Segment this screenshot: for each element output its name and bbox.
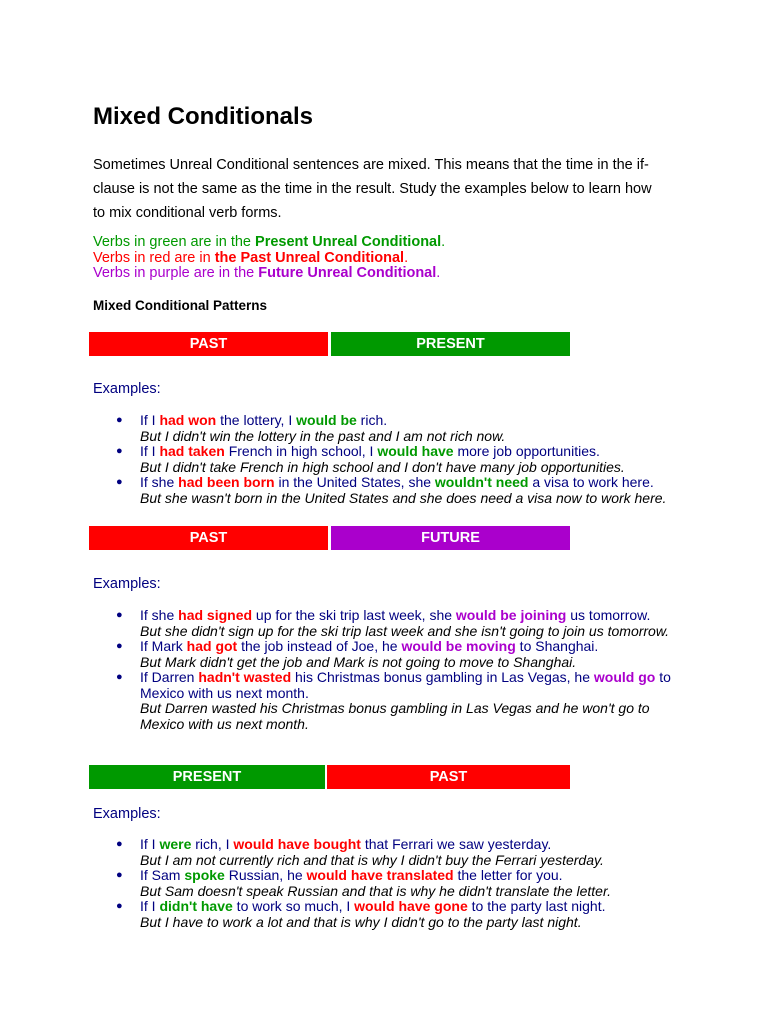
bullet-icon: ● (116, 640, 123, 652)
sentence-text: the letter for you. (453, 867, 563, 883)
example-sentence (140, 443, 600, 459)
sentence-text: to the party last night. (467, 898, 606, 914)
example-explanation: But Sam doesn't speak Russian and that is why he didn't translate the letter. (140, 882, 611, 899)
example-explanation: But I didn't win the lottery in the past and I am not rich now. (140, 427, 506, 444)
legend-red-pre: Verbs in red are in (93, 249, 215, 266)
legend-green-strong: Present Unreal Conditional (255, 234, 442, 250)
pattern-bar-present-past (89, 765, 570, 789)
verb-phrase: spoke (184, 867, 225, 883)
sentence-text: the lottery, I (216, 412, 297, 428)
examples-label: Examples: (93, 381, 161, 397)
verb-phrase: would be moving (401, 638, 516, 654)
verb-phrase: would have (377, 443, 454, 459)
verb-phrase: wouldn't need (434, 474, 529, 490)
sentence-text: Russian, he (224, 867, 307, 883)
verb-phrase: would have translated (306, 867, 454, 883)
example-sentence (140, 669, 671, 701)
example-explanation: But Darren wasted his Christmas bonus gambling in Las Vegas and he won't go to Mexico with us next month. (140, 700, 650, 732)
example-item (93, 837, 693, 868)
legend-green (93, 235, 445, 251)
legend-purple-strong: Future Unreal Conditional (258, 265, 437, 281)
examples-list (93, 413, 693, 506)
example-item (93, 413, 693, 444)
example-sentence (140, 836, 551, 852)
legend-red-strong: the Past Unreal Conditional (214, 249, 405, 266)
color-legend (93, 235, 445, 282)
sentence-text: rich, I (191, 836, 234, 852)
pattern-bar-past-present (89, 332, 570, 356)
example-sentence (140, 898, 606, 914)
verb-phrase: would be (296, 412, 357, 428)
examples-label: Examples: (93, 576, 161, 592)
example-explanation: But she didn't sign up for the ski trip last week and she isn't going to join us tomorrow. (140, 622, 670, 639)
legend-purple (93, 266, 445, 282)
sentence-text: rich. (356, 412, 388, 428)
example-item (93, 444, 693, 475)
example-item (93, 639, 693, 670)
verb-phrase: had signed (178, 607, 253, 623)
verb-phrase: would be joining (455, 607, 567, 623)
verb-phrase: had taken (159, 443, 225, 459)
verb-phrase: would go (593, 669, 656, 685)
examples-label: Examples: (93, 806, 161, 822)
pattern-bar-right: PRESENT (331, 332, 570, 356)
example-item (93, 868, 693, 899)
sentence-text: that Ferrari we saw yesterday. (360, 836, 552, 852)
sentence-text: his Christmas bonus gambling in Las Vegas, he (291, 669, 594, 685)
pattern-bar-left: PAST (89, 526, 328, 550)
example-sentence (140, 638, 598, 654)
pattern-bar-left: PRESENT (89, 765, 325, 789)
legend-purple-post: . (436, 265, 441, 281)
example-sentence (140, 474, 654, 490)
example-sentence (140, 412, 387, 428)
bullet-icon: ● (116, 476, 123, 488)
example-item (93, 899, 693, 930)
sentence-text: If I (140, 898, 160, 914)
page-title: Mixed Conditionals (93, 103, 314, 130)
bullet-icon: ● (116, 609, 123, 621)
examples-list (93, 608, 693, 732)
sentence-text: If I (140, 412, 160, 428)
verb-phrase: were (159, 836, 192, 852)
example-sentence (140, 607, 650, 623)
sentence-text: to Shanghai. (515, 638, 599, 654)
example-sentence (140, 867, 563, 883)
intro-paragraph: Sometimes Unreal Conditional sentences are mixed. This means that the time in the if-clause is not the same as the time in the result. Study the examples below to learn how to mix conditional verb forms. (93, 157, 652, 221)
bullet-icon: ● (116, 414, 123, 426)
verb-phrase: had been born (178, 474, 275, 490)
example-explanation: But I am not currently rich and that is why I didn't buy the Ferrari yesterday. (140, 851, 604, 868)
verb-phrase: would have gone (354, 898, 468, 914)
example-item (93, 608, 693, 639)
example-explanation: But I have to work a lot and that is why I didn't go to the party last night. (140, 913, 582, 930)
examples-list (93, 837, 693, 930)
sentence-text: If Darren (140, 669, 199, 685)
sentence-text: If Mark (140, 638, 187, 654)
sentence-text: more job opportunities. (453, 443, 600, 459)
sentence-text: If Sam (140, 867, 185, 883)
sentence-text: a visa to work here. (528, 474, 654, 490)
sentence-text: If I (140, 443, 160, 459)
verb-phrase: didn't have (159, 898, 233, 914)
example-explanation: But Mark didn't get the job and Mark is not going to move to Shanghai. (140, 653, 577, 670)
bullet-icon: ● (116, 445, 123, 457)
sentence-text: up for the ski trip last week, she (252, 607, 456, 623)
verb-phrase: would have bought (233, 836, 361, 852)
legend-purple-pre: Verbs in purple are in the (93, 265, 259, 281)
legend-red (93, 251, 445, 267)
bullet-icon: ● (116, 900, 123, 912)
verb-phrase: hadn't wasted (198, 669, 292, 685)
example-item (93, 670, 693, 732)
example-item (93, 475, 693, 506)
pattern-bar-past-future (89, 526, 570, 550)
legend-green-pre: Verbs in green are in the (93, 234, 256, 250)
bullet-icon: ● (116, 671, 123, 683)
sentence-text: the job instead of Joe, he (237, 638, 402, 654)
bullet-icon: ● (116, 838, 123, 850)
sentence-text: us tomorrow. (566, 607, 651, 623)
verb-phrase: had won (159, 412, 217, 428)
example-explanation: But I didn't take French in high school and I don't have many job opportunities. (140, 458, 625, 475)
example-explanation: But she wasn't born in the United States and she does need a visa now to work here. (140, 489, 667, 506)
verb-phrase: had got (186, 638, 238, 654)
pattern-bar-right: FUTURE (331, 526, 570, 550)
sentence-text: French in high school, I (224, 443, 378, 459)
legend-green-post: . (441, 234, 446, 250)
sentence-text: If I (140, 836, 160, 852)
pattern-bar-right: PAST (327, 765, 570, 789)
sentence-text: If she (140, 474, 179, 490)
sentence-text: in the United States, she (274, 474, 435, 490)
patterns-heading: Mixed Conditional Patterns (93, 298, 268, 313)
bullet-icon: ● (116, 869, 123, 881)
pattern-bar-left: PAST (89, 332, 328, 356)
legend-red-post: . (404, 249, 409, 266)
sentence-text: If she (140, 607, 179, 623)
sentence-text: to work so much, I (232, 898, 355, 914)
sentence-text: to Mexico with us next month. (140, 669, 671, 701)
